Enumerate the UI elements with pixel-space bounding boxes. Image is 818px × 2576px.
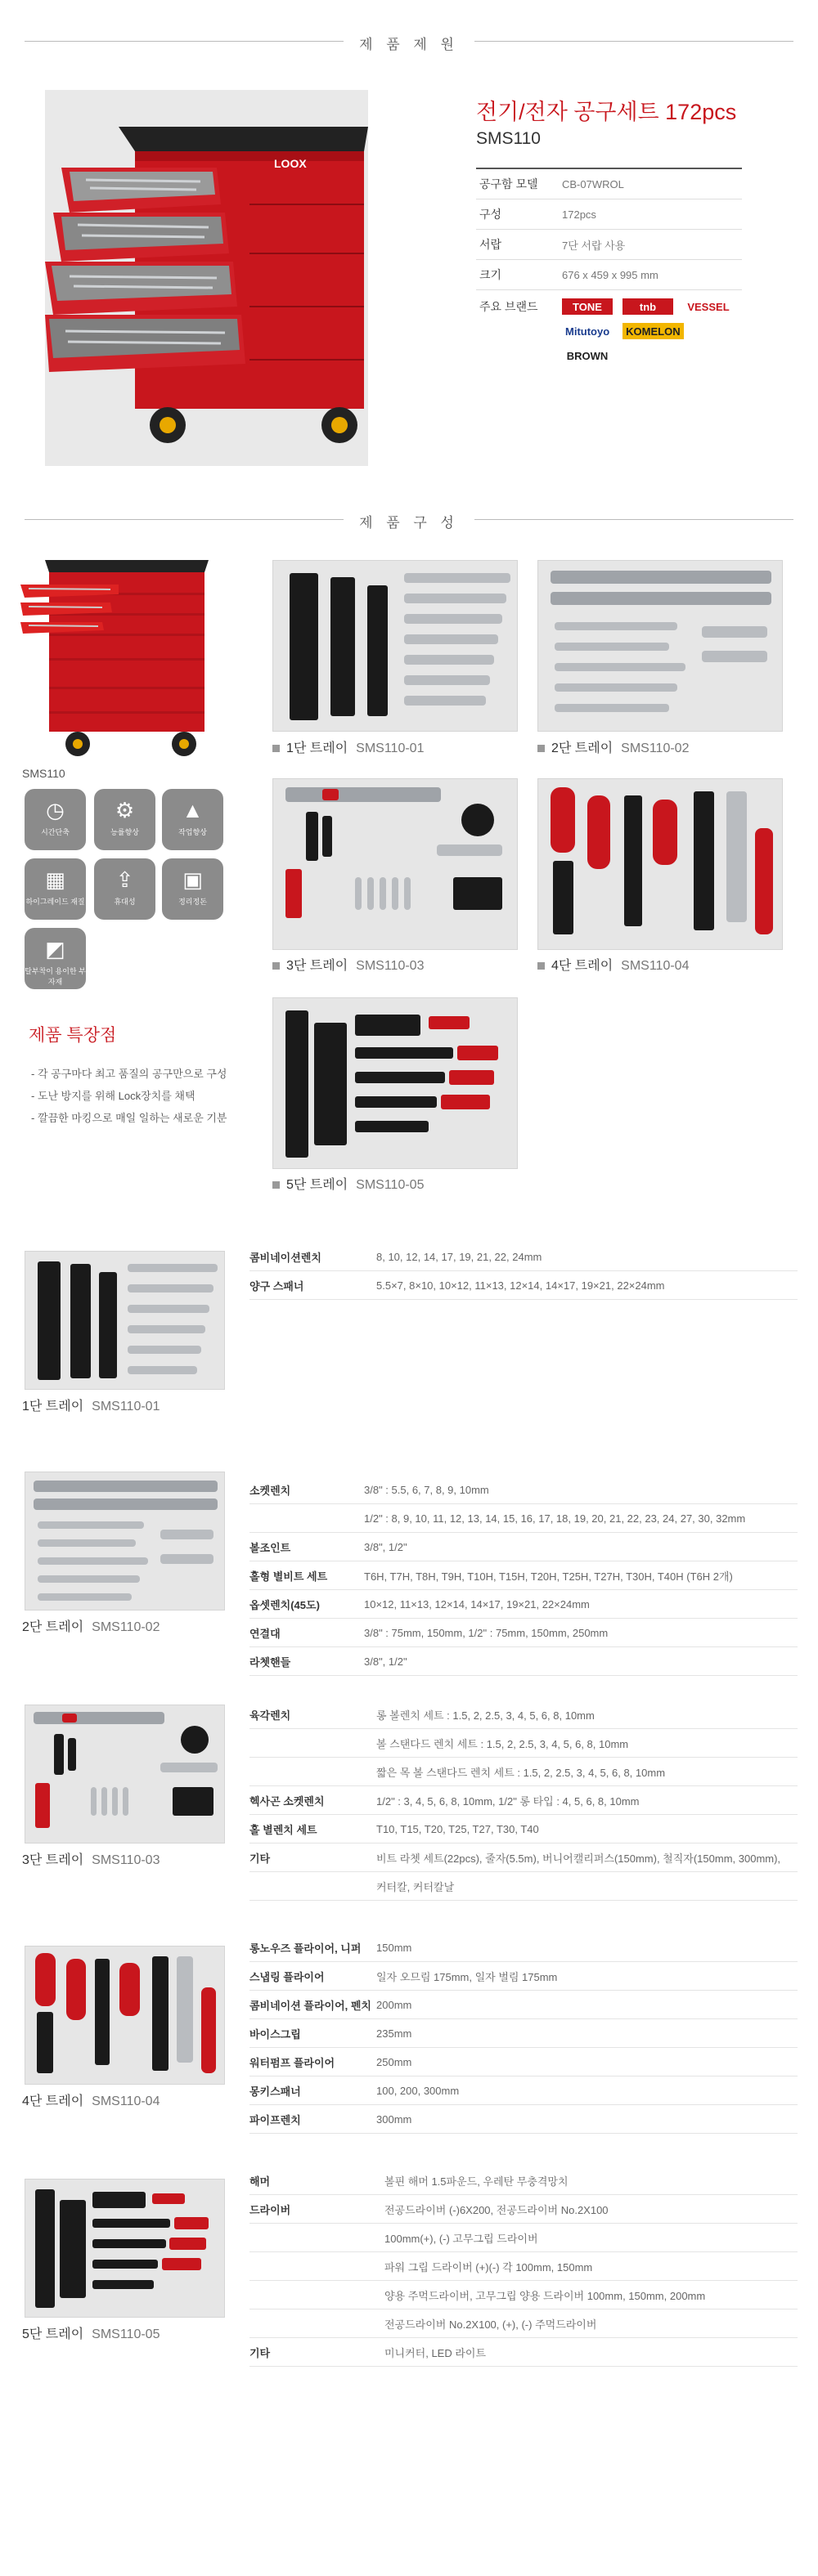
spec-key: 크기 (479, 268, 502, 281)
product-title: 전기/전자 공구세트 172pcs (476, 100, 737, 124)
feature-item: - 각 공구마다 최고 품질의 공구만으로 구성 (31, 1068, 227, 1080)
brand-logo-tone: TONE (562, 298, 613, 315)
feature-item: - 도난 방지를 위해 Lock장치를 채택 (31, 1090, 196, 1102)
material-icon: ▦ (45, 867, 65, 892)
feature-icon-work: ▲ 작업향상 (162, 789, 223, 850)
spec-value: 676 x 459 x 995 mm (562, 268, 658, 281)
features-list (31, 1063, 227, 1129)
spec-row (476, 199, 742, 230)
detail-tray-image-2 (25, 1472, 225, 1611)
spec-row (476, 260, 742, 290)
tray-caption-4: 4단 트레이 SMS110-04 (537, 955, 689, 974)
cabinet-photo-small (20, 544, 221, 764)
section-header-product-info (25, 29, 793, 53)
spec-value: CB-07WROL (562, 177, 624, 190)
feature-icon-material: ▦ 하이그레이드 재질 (25, 858, 86, 920)
feature-icon-detachable: ◩ 탈부착이 용이한 부자재 (25, 928, 86, 989)
spec-key: 구성 (479, 208, 502, 221)
detail-table-1: 콤비네이션렌치 8, 10, 12, 14, 17, 19, 21, 22, 24mm 양구 스패너 5.5×7, 8×10, 10×12, 11×13, 12×14, 14×17, 19×21, 22×24mm (249, 1243, 798, 1300)
detail-table-3: 육각렌치 롱 볼렌치 세트 : 1.5, 2, 2.5, 3, 4, 5, 6, 8, 10mm 볼 스탠다드 렌치 세트 : 1.5, 2, 2.5, 3, 4, 5, 6, 8, 10mm 짧은 목 볼 스탠다드 렌치 세트 : 1.5, 2, 2.5, 3, 4, 5, 6, 8, 10mm 헥사곤 소켓렌치 1/2" : 3, 4, 5, 6, 8, 10mm, 1/2" 롱 타입 : 4, 5, 6, 8, 10mm 홀 별렌치 세트 T10, T15, T20, T25, T27, T30, T40 기타 비트 라쳇 세트(22pcs), 줄자(5.5m), 버니어캘리퍼스(150mm), 철직자(150mm, 300mm), 커터칼, 커터칼날 (249, 1700, 798, 1901)
grid-icon: ▣ (182, 867, 203, 892)
brand-label: 주요 브랜드 (479, 300, 538, 313)
section-title: 제 품 구 성 (359, 515, 459, 531)
cabinet-brand-text: LOOX (274, 157, 307, 170)
detail-table-2: 소켓렌치 3/8" : 5.5, 6, 7, 8, 9, 10mm 1/2" : 8, 9, 10, 11, 12, 13, 14, 15, 16, 17, 18, 19, 20, 21, 22, 23, 24, 27, 30, 32mm 볼조인트 3/8", 1/2" 홀형 별비트 세트 T6H, T7H, T8H, T9H, T10H, T15H, T20H, T25H, T27H, T30H, T40H (T6H 2개) 옵셋렌치(45도) 10×12, 11×13, 12×14, 14×17, 19×21, 22×24mm 연결대 3/8" : 75mm, 150mm, 1/2" : 75mm, 150mm, 250mm 라쳇핸들 3/8", 1/2" (249, 1476, 798, 1676)
spec-row (476, 230, 742, 260)
detail-tray-caption-2: 2단 트레이 SMS110-02 (22, 1620, 160, 1634)
product-photo (45, 90, 368, 466)
product-model: SMS110 (476, 129, 541, 148)
tray-image-5 (272, 997, 518, 1169)
tray-caption-3: 3단 트레이 SMS110-03 (272, 955, 424, 974)
detail-tray-caption-4: 4단 트레이 SMS110-04 (22, 2094, 160, 2108)
tray-caption-5: 5단 트레이 SMS110-05 (272, 1174, 424, 1193)
feature-item: - 깔끔한 마킹으로 매일 일하는 새로운 기분 (31, 1112, 227, 1124)
feature-icon-time: ◷ 시간단축 (25, 789, 86, 850)
brand-logo-vessel: VESSEL (683, 298, 734, 315)
feature-icon-portable: ⇪ 휴대성 (94, 858, 155, 920)
detach-icon: ◩ (45, 937, 65, 961)
brand-logo-mitutoyo: Mitutoyo (562, 323, 613, 339)
tray-image-2 (537, 560, 783, 732)
spec-value: 172pcs (562, 208, 596, 221)
feature-icon-organize: ▣ 정리정돈 (162, 858, 223, 920)
chart-up-icon: ▲ (182, 798, 204, 822)
brand-logo-komelon: KOMELON (622, 323, 683, 339)
detail-tray-image-1 (25, 1251, 225, 1390)
spec-row (476, 169, 742, 199)
feature-icon-efficiency: ⚙ 능률향상 (94, 789, 155, 850)
spec-key: 공구함 모델 (479, 177, 538, 190)
features-title: 제품 특장점 (29, 1026, 117, 1045)
spec-table (476, 168, 742, 362)
portable-icon: ⇪ (115, 867, 134, 892)
detail-tray-image-5 (25, 2179, 225, 2318)
section-header-composition (25, 507, 793, 531)
spec-value: 7단 서랍 사용 (562, 239, 626, 252)
gear-icon: ⚙ (115, 798, 135, 822)
detail-tray-caption-3: 3단 트레이 SMS110-03 (22, 1853, 160, 1867)
clock-icon: ◷ (46, 798, 65, 822)
detail-table-4: 롱노우즈 플라이어, 니퍼 150mm 스냅링 플라이어 일자 오므림 175mm, 일자 벌림 175mm 콤비네이션 플라이어, 펜치 200mm 바이스그립 235mm 워터펌프 플라이어 250mm 몽키스패너 100, 200, 300mm 파이프렌치 300mm (249, 1933, 798, 2134)
tray-image-4 (537, 778, 783, 950)
brand-logo-tnb: tnb (622, 298, 673, 315)
detail-tray-image-3 (25, 1705, 225, 1844)
brand-row (476, 290, 742, 362)
cabinet-label: SMS110 (22, 767, 65, 780)
brand-logo-brown: BROWN (562, 347, 613, 364)
tray-image-1 (272, 560, 518, 732)
tray-caption-2: 2단 트레이 SMS110-02 (537, 737, 689, 756)
detail-tray-caption-1: 1단 트레이 SMS110-01 (22, 1400, 160, 1413)
brand-list (562, 298, 742, 364)
section-title: 제 품 제 원 (359, 37, 459, 52)
detail-tray-caption-5: 5단 트레이 SMS110-05 (22, 2327, 160, 2341)
detail-table-5: 해머 볼핀 해머 1.5파운드, 우레탄 무충격망치 드라이버 전공드라이버 (-)6X200, 전공드라이버 No.2X100 100mm(+), (-) 고무그립 드라이버 파워 그립 드라이버 (+)(-) 각 100mm, 150mm 양용 주먹드라이버, 고무그립 양용 드라이버 100mm, 150mm, 200mm 전공드라이버 No.2X100, (+), (-) 주먹드라이버 기타 미니커터, LED 라이트 (249, 2166, 798, 2367)
detail-tray-image-4 (25, 1946, 225, 2085)
tray-caption-1: 1단 트레이 SMS110-01 (272, 737, 424, 756)
spec-key: 서랍 (479, 238, 502, 251)
tray-image-3b (272, 778, 518, 950)
